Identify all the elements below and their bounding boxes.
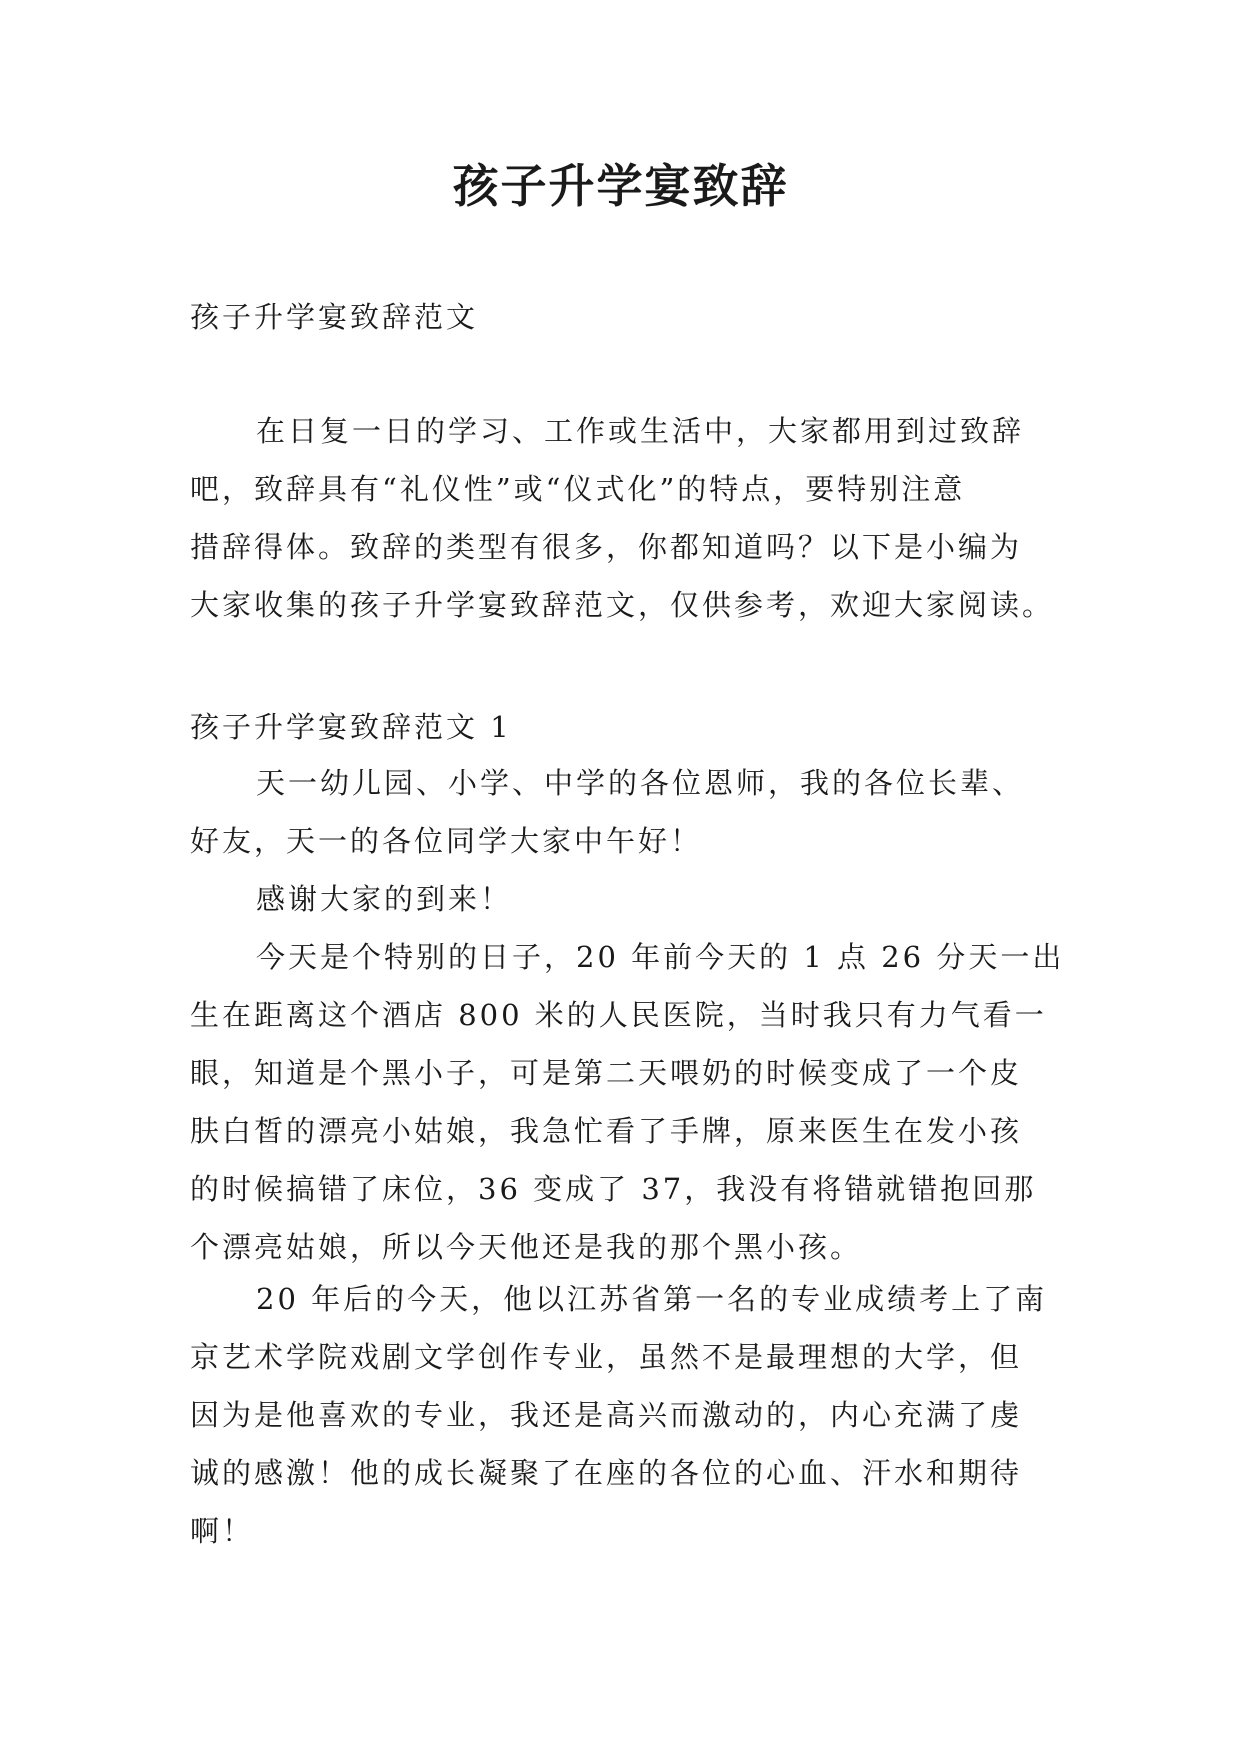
intro-line: 在日复一日的学习、工作或生活中，大家都用到过致辞 (256, 414, 1025, 448)
paragraph-line: 因为是他喜欢的专业，我还是高兴而激动的，内心充满了虔 (190, 1398, 1023, 1432)
document-subtitle: 孩子升学宴致辞范文 (190, 300, 479, 334)
paragraph-line: 诚的感激！他的成长凝聚了在座的各位的心血、汗水和期待 (190, 1456, 1023, 1490)
paragraph-line: 眼，知道是个黑小子，可是第二天喂奶的时候变成了一个皮 (190, 1056, 1023, 1090)
intro-paragraph (190, 402, 1055, 634)
paragraph-line: 20 年后的今天，他以江苏省第一名的专业成绩考上了南 (256, 1282, 1048, 1316)
section1-paragraph-1 (190, 754, 1050, 870)
paragraph-line: 生在距离这个酒店 800 米的人民医院，当时我只有力气看一 (190, 998, 1047, 1032)
section-title: 孩子升学宴致辞范文 1 (190, 710, 512, 744)
intro-line: 吧，致辞具有“礼仪性”或“仪式化”的特点，要特别注意 (190, 472, 966, 506)
section1-paragraph-3 (190, 928, 1065, 1276)
document-title: 孩子升学宴致辞 (452, 159, 789, 213)
paragraph-line: 天一幼儿园、小学、中学的各位恩师，我的各位长辈、 (256, 766, 1025, 800)
intro-line: 大家收集的孩子升学宴致辞范文，仅供参考，欢迎大家阅读。 (190, 588, 1055, 622)
paragraph-line: 京艺术学院戏剧文学创作专业，虽然不是最理想的大学，但 (190, 1340, 1023, 1374)
section1-paragraph-2 (190, 870, 1050, 928)
paragraph-line: 感谢大家的到来！ (256, 882, 513, 916)
paragraph-line: 好友，天一的各位同学大家中午好！ (190, 824, 703, 858)
paragraph-line: 的时候搞错了床位，36 变成了 37，我没有将错就错抱回那 (190, 1172, 1037, 1206)
section1-paragraph-4 (190, 1270, 1050, 1560)
paragraph-line: 个漂亮姑娘，所以今天他还是我的那个黑小孩。 (190, 1230, 863, 1264)
paragraph-line: 肤白皙的漂亮小姑娘，我急忙看了手牌，原来医生在发小孩 (190, 1114, 1023, 1148)
paragraph-line: 今天是个特别的日子，20 年前今天的 1 点 26 分天一出 (256, 940, 1065, 974)
intro-line: 措辞得体。致辞的类型有很多，你都知道吗？以下是小编为 (190, 530, 1023, 564)
paragraph-line: 啊！ (190, 1514, 255, 1548)
